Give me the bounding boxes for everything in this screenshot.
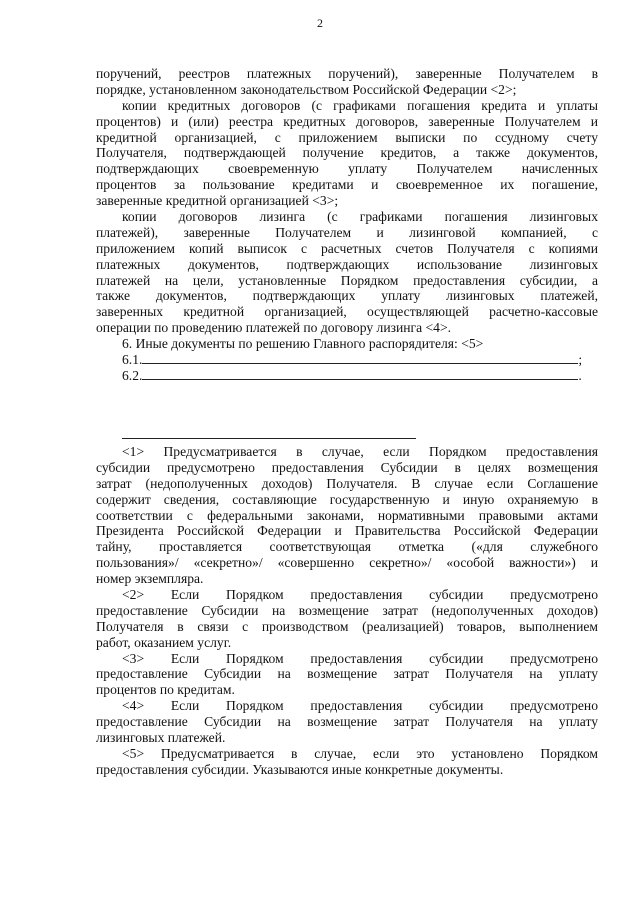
item-6-2-blank-line <box>142 368 578 380</box>
item-6-1-blank-line <box>142 352 578 364</box>
footnote-line: <3> Если Порядком предоставления субсидии предусмотрено <box>122 650 598 666</box>
footnote-line: номер экземпляра. <box>96 571 204 587</box>
footnote-line: лизинговых платежей. <box>96 730 226 746</box>
page-number: 2 <box>317 16 323 30</box>
text-line: также документов, подтверждающих уплату лизинговых платежей, <box>96 288 598 304</box>
footnote-line: предоставление Субсидии на возмещение затрат Получателя на уплату <box>96 666 598 682</box>
item-6-1-end: ; <box>578 352 583 368</box>
footnote-line: <1> Предусматривается в случае, если Порядком предоставления <box>122 444 598 459</box>
text-line: платежных документов, подтверждающих использование лизинговых <box>96 256 598 272</box>
text-line: порядке, установленном законодательством Российской Федерации <2>; <box>96 81 517 97</box>
footnote-line: тайну, проставляется соответствующая отметка («для служебного <box>96 539 598 555</box>
footnote-line: <2> Если Порядком предоставления субсидии предусмотрено <box>122 587 598 603</box>
text-line: поручений, реестров платежных поручений), заверенные Получателем в <box>96 66 598 81</box>
text-line: платежей), заверенные Получателем и лизинговой компанией, с <box>96 224 598 240</box>
footnote-line: содержит сведения, составляющие государственную и иную охраняемую в <box>96 491 598 507</box>
main-text <box>96 66 598 384</box>
footnote-line: предоставление Субсидии на возмещение затрат Получателя на уплату <box>96 714 598 730</box>
footnote-line: работ, оказанием услуг. <box>96 634 232 650</box>
footnote-line: предоставление Субсидии на возмещение затрат (недополученных доходов) <box>96 602 598 618</box>
footnote-line: Президента Российской Федерации и Правительства Российской Федерации <box>96 523 598 539</box>
footnote-line: Получателя в связи с производством (реализацией) товаров, выполнением <box>96 618 598 634</box>
text-line: процентов за пользование кредитами и своевременное их погашение, <box>96 177 598 193</box>
text-line: платежей на цели, установленные Порядком предоставления субсидии, а <box>96 272 598 288</box>
item-6-1-row <box>96 352 598 368</box>
footnote-line: субсидии предусмотрено предоставления Субсидии в целях возмещения <box>96 459 598 475</box>
item-6-1-label: 6.1. <box>122 352 143 368</box>
section-6-heading: 6. Иные документы по решению Главного распорядителя: <5> <box>122 336 484 352</box>
footnotes <box>96 444 598 778</box>
text-line: заверенных кредитной организацией, осуществляющей расчетно-кассовые <box>96 304 598 320</box>
footnote-line: затрат (недополученных доходов) Получателя. В случае если Соглашение <box>96 475 598 491</box>
footnote-separator <box>122 438 416 439</box>
text-line: процентов) и (или) реестра кредитных договоров, заверенные Получателем и <box>96 113 598 129</box>
text-line: Получателя, подтверждающей получение кредитов, а также документов, <box>96 145 598 161</box>
text-line: кредитной организацией, с приложением выписки по ссудному счету <box>96 129 598 145</box>
footnote-line: пользования»/ «секретно»/ «совершенно секретно»/ «особой важности») и <box>96 555 598 571</box>
footnote-line: предоставления субсидии. Указываются иные конкретные документы. <box>96 761 504 777</box>
text-line: операции по проведению платежей по договору лизинга <4>. <box>96 320 452 336</box>
text-line: заверенные кредитной организацией <3>; <box>96 193 339 209</box>
text-line: копии кредитных договоров (с графиками погашения кредита и уплаты <box>122 97 598 113</box>
footnote-line: <5> Предусматривается в случае, если это установлено Порядком <box>122 745 598 761</box>
text-line: копии договоров лизинга (с графиками погашения лизинговых <box>122 209 598 225</box>
item-6-2-label: 6.2. <box>122 367 143 383</box>
item-6-2-row <box>96 368 598 384</box>
text-line: приложением копий выписок с расчетных счетов Получателя с копиями <box>96 240 598 256</box>
footnote-line: процентов по кредитам. <box>96 682 235 698</box>
footnote-line: соответствии с федеральными законами, нормативными правовыми актами <box>96 507 598 523</box>
text-line: подтверждающих своевременную уплату Получателем начисленных <box>96 161 598 177</box>
footnote-line: <4> Если Порядком предоставления субсидии предусмотрено <box>122 698 598 714</box>
item-6-2-end: . <box>578 367 582 383</box>
